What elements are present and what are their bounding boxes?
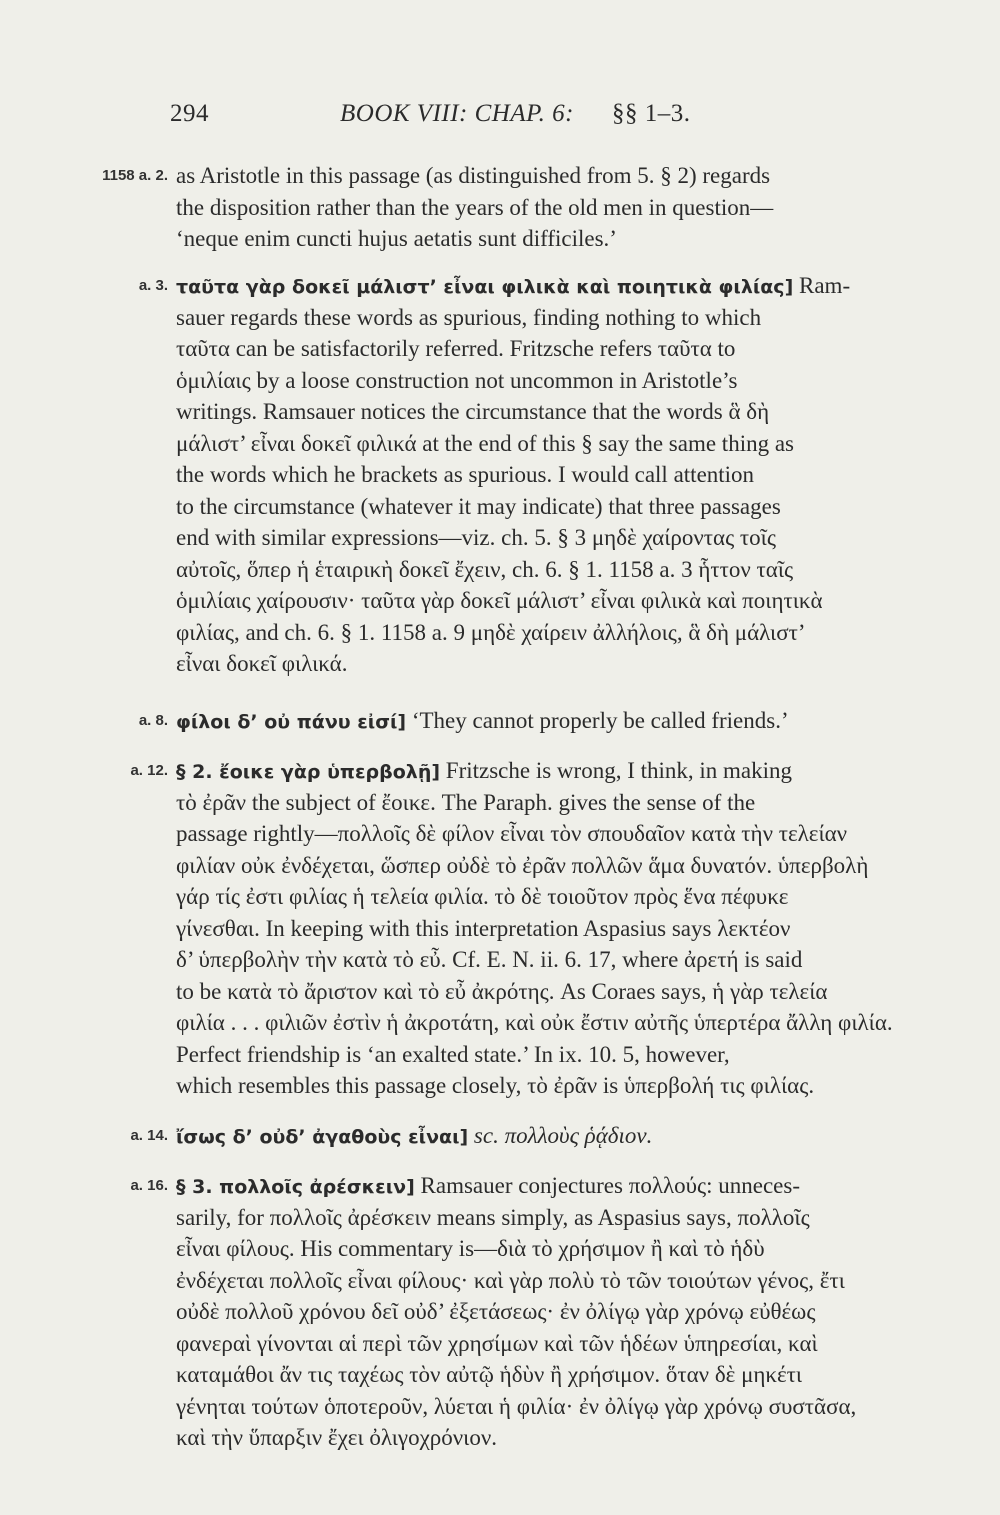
note-line: to the circumstance (whatever it may indicate) that three passages [176,493,781,519]
note-line: φιλία . . . φιλιῶν ἐστὶν ἡ ἀκροτάτη, καὶ οὐκ ἔστιν αὐτῆς ὑπερτέρα ἄλλη φιλία. [176,1010,893,1035]
note-line: δ’ ὑπερβολὴν τὴν κατὰ τὸ εὖ. Cf. E. N. ii. 6. 17, where ἀρετή is said [176,947,803,972]
line-reference: a. 12. [130,762,168,779]
note-line: sarily, for πολλοῖς ἀρέσκειν means simply, as Aspasius says, πολλοῖς [176,1204,810,1230]
greek-lemma: § 2. ἔοικε γὰρ ὑπερβολῇ] [176,761,441,783]
note-line: φανεραὶ γίνονται αἱ περὶ τῶν χρησίμων καὶ τῶν ἡδέων ὑπηρεσίαι, καὶ [176,1330,818,1356]
note-text: ‘They cannot properly be called friends.’ [406,708,789,733]
note-line: the disposition rather than the years of the old men in question— [176,194,774,220]
note-line [176,1170,934,1202]
note-line: γάρ τίς ἐστι φιλίας ἡ τελεία φιλία. τὸ δὲ τοιοῦτον πρὸς ἕνα πέφυκε [176,884,789,909]
note-body [176,1120,934,1152]
note-text: Fritzsche is wrong, I think, in making [440,758,793,783]
note-line [176,270,934,302]
note-line: οὐδὲ πολλοῦ χρόνου δεῖ οὐδ’ ἐξετάσεως· ἐν ὀλίγῳ γὰρ χρόνῳ εὐθέως [176,1299,816,1324]
note-line: ὁμιλίαις χαίρουσιν· ταῦτα γὰρ δοκεῖ μάλιστ’ εἶναι φιλικὰ καὶ ποιητικὰ [176,588,823,613]
line-reference: 1158 a. 2. [102,167,168,184]
note-line: φιλίας, and ch. 6. § 1. 1158 a. 9 μηδὲ χαίρειν ἀλλήλοις, ἃ δὴ μάλιστ’ [176,619,806,645]
note-line: the words which he brackets as spurious. I would call attention [176,462,755,487]
note-line: γίνεσθαι. In keeping with this interpretation Aspasius says λεκτέον [176,915,791,941]
note-line: ταῦτα can be satisfactorily referred. Fritzsche refers ταῦτα to [176,336,736,361]
line-reference: a. 16. [130,1177,168,1194]
note-body [176,705,934,737]
running-title: BOOK VIII: CHAP. 6: [340,100,574,127]
greek-lemma: § 3. πολλοῖς ἀρέσκειν] [176,1176,415,1198]
note-line: ‘neque enim cuncti hujus aetatis sunt difficiles.’ [176,226,617,251]
note-line: εἶναι δοκεῖ φιλικά. [176,651,348,676]
note-line: μάλιστ’ εἶναι δοκεῖ φιλικά at the end of this § say the same thing as [176,430,795,456]
note-line: αὐτοῖς, ὅπερ ἡ ἑταιρικὴ δοκεῖ ἔχειν, ch. 6. § 1. 1158 a. 3 ἧττον ταῖς [176,556,794,582]
note-line: sauer regards these words as spurious, finding nothing to which [176,304,762,330]
note-line [176,705,934,737]
note-body [176,755,934,1102]
page-number: 294 [170,100,209,127]
note-line: writings. Ramsauer notices the circumstance that the words ἃ δὴ [176,399,770,424]
note-line: end with similar expressions—viz. ch. 5. § 3 μηδὲ χαίροντας τοῖς [176,525,776,550]
note-line: as Aristotle in this passage (as distinguished from 5. § 2) regards [176,163,771,188]
greek-lemma: ἴσως δ’ οὐδ’ ἀγαθοὺς εἶναι] [176,1126,469,1148]
note-line: καὶ τὴν ὕπαρξιν ἔχει ὀλιγοχρόνιον. [176,1425,498,1450]
note-body [176,160,934,255]
note-line: γένηται τούτων ὁποτεροῦν, λύεται ἡ φιλία· ἐν ὀλίγῳ γὰρ χρόνῳ συστᾶσα, [176,1393,857,1419]
line-reference: a. 8. [138,712,168,729]
note-line [176,1120,934,1152]
line-reference: a. 3. [138,277,168,294]
greek-lemma: ταῦτα γὰρ δοκεῖ μάλιστ’ εἶναι φιλικὰ καὶ ποιητικὰ φιλίας] [176,276,794,298]
note-line: καταμάθοι ἄν τις ταχέως τὸν αὐτῷ ἡδὺν ἢ χρήσιμον. ὅταν δὲ μηκέτι [176,1362,803,1387]
note-line [176,755,934,787]
note-line: ἐνδέχεται πολλοῖς εἶναι φίλους· καὶ γὰρ πολὺ τὸ τῶν τοιούτων γένος, ἔτι [176,1267,845,1293]
note-body [176,270,934,680]
note-line: which resembles this passage closely, τὸ ἐρᾶν is ὑπερβολή τις φιλίας. [176,1073,815,1098]
note-text: sc. πολλοὺς ῥᾴδιον. [468,1123,653,1148]
note-line: Perfect friendship is ‘an exalted state.’ In ix. 10. 5, however, [176,1041,730,1067]
note-line: to be κατὰ τὸ ἄριστον καὶ τὸ εὖ ἀκρότης. As Coraes says, ἡ γὰρ τελεία [176,978,828,1004]
note-line: φιλίαν οὐκ ἐνδέχεται, ὥσπερ οὐδὲ τὸ ἐρᾶν πολλῶν ἅμα δυνατόν. ὑπερβολὴ [176,852,869,878]
note-line: passage rightly—πολλοῖς δὲ φίλον εἶναι τὸν σπουδαῖον κατὰ τὴν τελείαν [176,821,848,846]
note-text: Ram- [793,273,851,298]
note-body [176,1170,934,1454]
greek-lemma: φίλοι δ’ οὐ πάνυ εἰσί] [176,711,407,733]
line-reference: a. 14. [130,1127,168,1144]
note-line: τὸ ἐρᾶν the subject of ἔοικε. The Paraph. gives the sense of the [176,789,756,815]
note-line: εἶναι φίλους. His commentary is—διὰ τὸ χρήσιμον ἢ καὶ τὸ ἡδὺ [176,1236,765,1261]
section-range: §§ 1–3. [612,100,691,127]
note-line: ὁμιλίαις by a loose construction not uncommon in Aristotle’s [176,367,738,393]
note-text: Ramsauer conjectures πολλούς: unneces- [414,1173,800,1198]
